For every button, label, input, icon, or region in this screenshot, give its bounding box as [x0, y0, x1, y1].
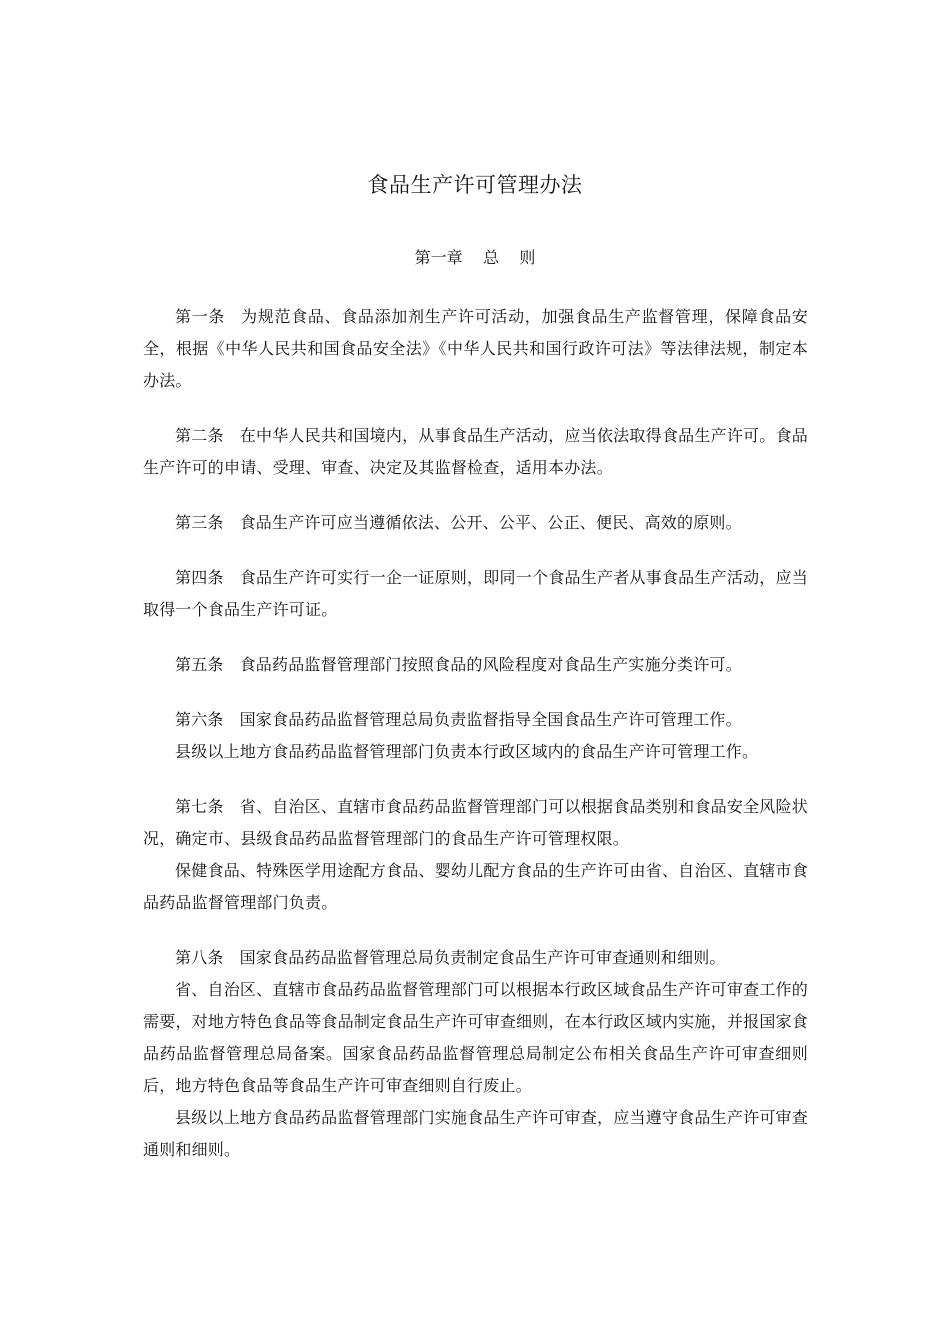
- article-paragraph: [143, 704, 808, 736]
- article-section: [143, 791, 808, 919]
- article-number: 第七条: [175, 797, 224, 816]
- article-paragraph: [143, 649, 808, 681]
- article-section: [143, 942, 808, 1166]
- article-text: 食品生产许可实行一企一证原则，即同一个食品生产者从事食品生产活动，应当取得一个食品生产许可证。: [143, 568, 808, 619]
- article-text: 省、自治区、直辖市食品药品监督管理部门可以根据食品类别和食品安全风险状况，确定市、县级食品药品监督管理部门的食品生产许可管理权限。: [143, 797, 808, 848]
- article-section: [143, 649, 808, 681]
- article-section: [143, 301, 808, 397]
- article-text: 国家食品药品监督管理总局负责监督指导全国食品生产许可管理工作。: [239, 710, 742, 729]
- article-section: [143, 420, 808, 484]
- article-text: 省、自治区、直辖市食品药品监督管理部门可以根据本行政区域食品生产许可审查工作的需要，对地方特色食品等食品制定食品生产许可审查细则，在本行政区域内实施，并报国家食品药品监督管理总局备案。国家食品药品监督管理总局制定公布相关食品生产许可审查细则后，地方特色食品等食品生产许可审查细则自行废止。: [143, 980, 808, 1095]
- article-paragraph: [143, 736, 808, 768]
- article-number: 第四条: [175, 568, 224, 587]
- article-text: 在中华人民共和国境内，从事食品生产活动，应当依法取得食品生产许可。食品生产许可的申请、受理、审查、决定及其监督检查，适用本办法。: [143, 426, 808, 477]
- article-number: 第二条: [175, 426, 224, 445]
- article-text: 食品生产许可应当遵循依法、公开、公平、公正、便民、高效的原则。: [239, 513, 742, 532]
- article-text: 县级以上地方食品药品监督管理部门负责本行政区域内的食品生产许可管理工作。: [175, 742, 759, 761]
- article-number: 第三条: [175, 513, 224, 532]
- article-paragraph: [143, 420, 808, 484]
- article-section: [143, 704, 808, 768]
- article-section: [143, 507, 808, 539]
- article-text: 县级以上地方食品药品监督管理部门实施食品生产许可审查，应当遵守食品生产许可审查通则和细则。: [143, 1108, 808, 1159]
- article-paragraph: [143, 942, 808, 974]
- article-paragraph: [143, 1102, 808, 1166]
- document-body: [143, 301, 808, 1189]
- article-number: 第六条: [175, 710, 224, 729]
- chapter-heading: 第一章 总 则: [414, 248, 536, 267]
- article-text: 为规范食品、食品添加剂生产许可活动，加强食品生产监督管理，保障食品安全，根据《中华人民共和国食品安全法》《中华人民共和国行政许可法》等法律法规，制定本办法。: [143, 307, 808, 390]
- article-text: 食品药品监督管理部门按照食品的风险程度对食品生产实施分类许可。: [239, 655, 742, 674]
- article-paragraph: [143, 855, 808, 919]
- article-paragraph: [143, 562, 808, 626]
- article-paragraph: [143, 507, 808, 539]
- article-paragraph: [143, 791, 808, 855]
- article-number: 第一条: [175, 307, 226, 326]
- article-paragraph: [143, 301, 808, 397]
- article-paragraph: [143, 974, 808, 1102]
- article-number: 第八条: [175, 948, 224, 967]
- article-text: 保健食品、特殊医学用途配方食品、婴幼儿配方食品的生产许可由省、自治区、直辖市食品药品监督管理部门负责。: [143, 861, 808, 912]
- article-section: [143, 562, 808, 626]
- document-title: 食品生产许可管理办法: [367, 173, 583, 197]
- article-text: 国家食品药品监督管理总局负责制定食品生产许可审查通则和细则。: [239, 948, 726, 967]
- article-number: 第五条: [175, 655, 224, 674]
